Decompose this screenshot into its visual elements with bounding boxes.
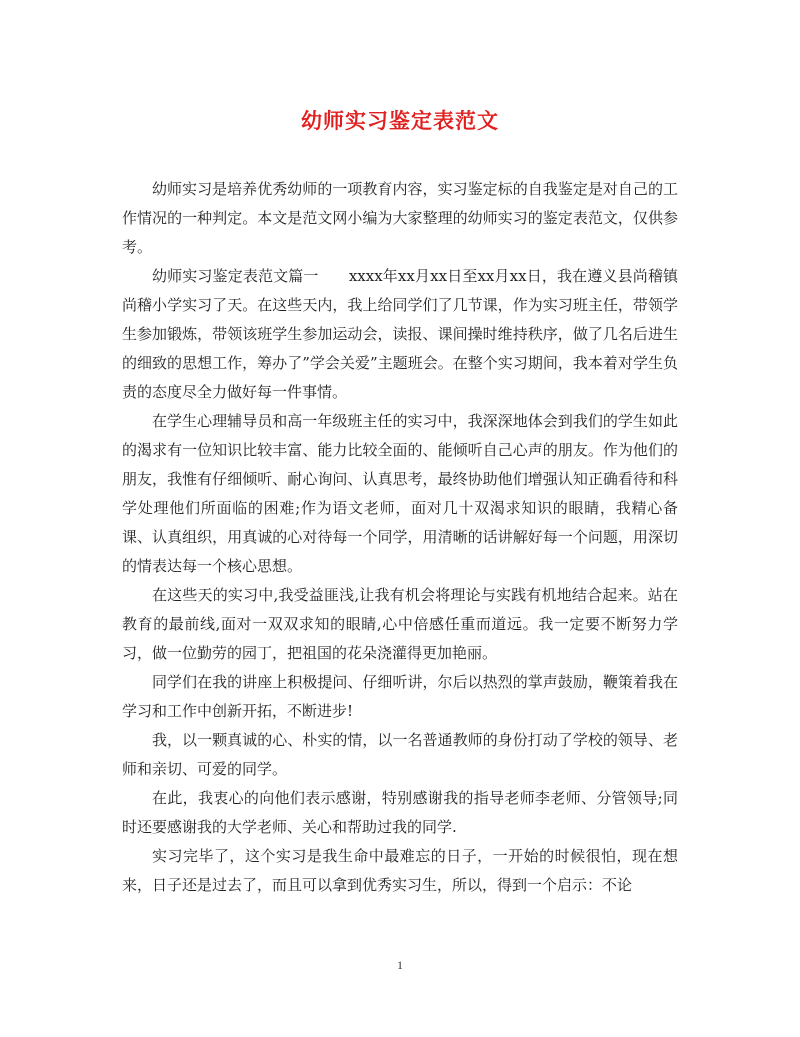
- paragraph-6: 在此，我衷心的向他们表示感谢，特别感谢我的指导老师李老师、分管领导;同时还要感谢我的大学老师、关心和帮助过我的同学.: [122, 789, 678, 836]
- paragraph-5: 我，以一颗真诚的心、朴实的情，以一名普通教师的身份打动了学校的领导、老师和亲切、可爱的同学。: [122, 731, 678, 778]
- document-body: [122, 175, 678, 900]
- page-number: 1: [397, 958, 403, 972]
- paragraph-1: 幼师实习鉴定表范文篇一 xxxx年xx月xx日至xx月xx日，我在遵义县尚稽镇尚稽小学实习了天。在这些天内，我上给同学们了几节课，作为实习班主任，带领学生参加锻炼，带领该班学生参加运动会，读报、课间操时维持秩序，做了几名后进生的细致的思想工作，筹办了”学会关爱”主题班会。在整个实习期间，我本着对学生负责的态度尽全力做好每一件事情。: [122, 267, 678, 401]
- paragraph-7: 实习完毕了，这个实习是我生命中最难忘的日子，一开始的时候很怕，现在想来，日子还是过去了，而且可以拿到优秀实习生，所以，得到一个启示：不论: [122, 847, 678, 894]
- document-title: 幼师实习鉴定表范文: [301, 108, 499, 133]
- paragraph-3: 在这些天的实习中,我受益匪浅,让我有机会将理论与实践有机地结合起来。站在教育的最前线,面对一双双求知的眼睛,心中倍感任重而道远。我一定要不断努力学习，做一位勤劳的园丁，把祖国的花朵浇灌得更加艳丽。: [122, 586, 678, 662]
- paragraph-intro: 幼师实习是培养优秀幼师的一项教育内容，实习鉴定标的自我鉴定是对自己的工作情况的一种判定。本文是范文网小编为大家整理的幼师实习的鉴定表范文，仅供参考。: [122, 180, 678, 256]
- paragraph-4: 同学们在我的讲座上积极提问、仔细听讲，尔后以热烈的掌声鼓励，鞭策着我在学习和工作中创新开拓，不断进步!: [122, 673, 678, 720]
- paragraph-2: 在学生心理辅导员和高一年级班主任的实习中，我深深地体会到我们的学生如此的渴求有一位知识比较丰富、能力比较全面的、能倾听自己心声的朋友。作为他们的朋友，我惟有仔细倾听、耐心询问、认真思考，最终协助他们增强认知正确看待和科学处理他们所面临的困难;作为语文老师，面对几十双渴求知识的眼睛，我精心备课、认真组织，用真诚的心对待每一个同学，用清晰的话讲解好每一个问题，用深切的情表达每一个核心思想。: [122, 412, 678, 575]
